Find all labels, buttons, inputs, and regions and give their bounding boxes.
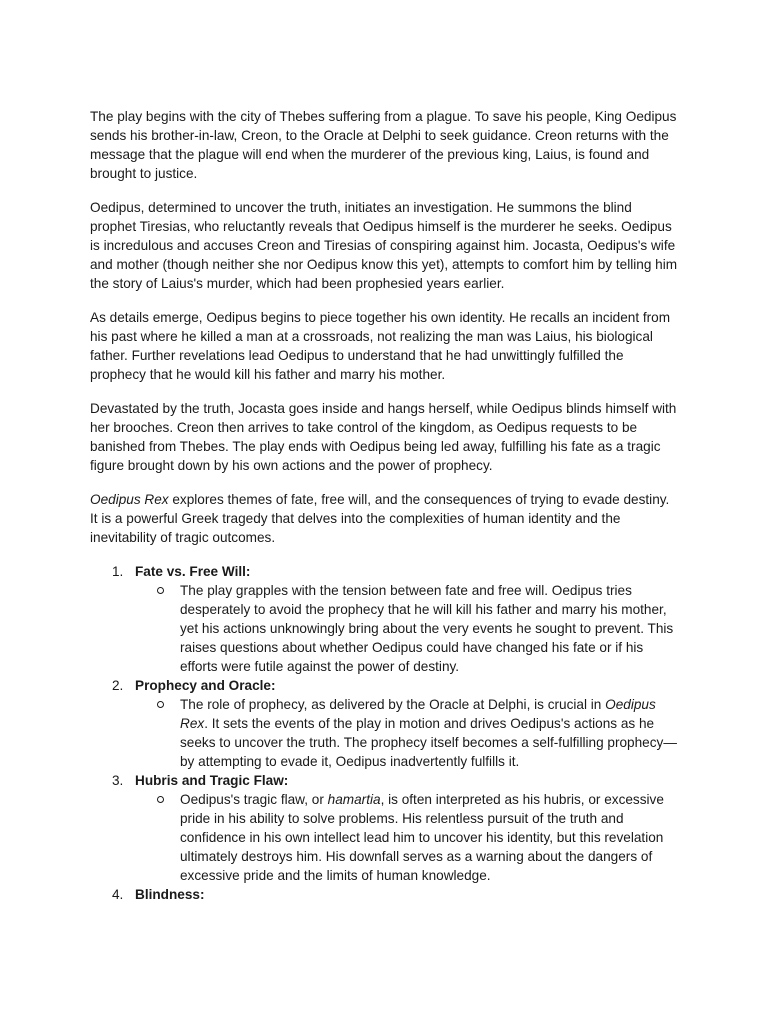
theme-detail-text: The play grapples with the tension between fate and free will. Oedipus tries desperately to avoid the prophecy that he will kill his father and marry his mother, yet his actions unknowingly bring about the very events he sought to prevent. This raises questions about whether Oedipus could have changed his fate or if his efforts were futile against the power of destiny. bbox=[180, 583, 674, 674]
summary-title-italic: Oedipus Rex bbox=[90, 492, 169, 507]
theme-item-blindness bbox=[90, 885, 678, 904]
theme-title: Hubris and Tragic Flaw: bbox=[135, 773, 289, 788]
theme-item-prophecy bbox=[90, 676, 678, 771]
theme-detail-italic: Oedipus Rex bbox=[180, 697, 656, 731]
theme-number: 2. bbox=[112, 678, 124, 693]
theme-item-hubris bbox=[90, 771, 678, 885]
theme-detail bbox=[135, 581, 678, 676]
theme-detail-text: The role of prophecy, as delivered by the Oracle at Delphi, is crucial in bbox=[180, 697, 606, 712]
theme-detail-italic: hamartia bbox=[327, 792, 381, 807]
theme-number: 1. bbox=[112, 564, 124, 579]
theme-item-fate bbox=[90, 562, 678, 676]
theme-title: Blindness: bbox=[135, 887, 205, 902]
hollow-bullet-icon bbox=[157, 587, 164, 594]
theme-details bbox=[135, 581, 678, 676]
theme-number: 3. bbox=[112, 773, 124, 788]
theme-details bbox=[135, 790, 678, 885]
hollow-bullet-icon bbox=[157, 796, 164, 803]
theme-title: Fate vs. Free Will: bbox=[135, 564, 251, 579]
hollow-bullet-icon bbox=[157, 701, 164, 708]
theme-details bbox=[135, 695, 678, 771]
theme-number: 4. bbox=[112, 887, 124, 902]
summary-text: explores themes of fate, free will, and the consequences of trying to evade destiny. It is a powerful Greek tragedy that delves into the complexities of human identity and the inevitability of tragic outcomes. bbox=[90, 492, 670, 545]
theme-title: Prophecy and Oracle: bbox=[135, 678, 276, 693]
theme-detail bbox=[135, 695, 678, 771]
theme-detail-text-cont: . It sets the events of the play in motion and drives Oedipus's actions as he seeks to uncover the truth. The prophecy itself becomes a self-fulfilling prophecy—by attempting to evade it, Oedipus inadvertently fulfills it. bbox=[180, 716, 677, 769]
themes-list bbox=[90, 562, 678, 904]
summary-paragraph bbox=[90, 490, 678, 547]
plot-paragraph-2: Oedipus, determined to uncover the truth, initiates an investigation. He summons the blind prophet Tiresias, who reluctantly reveals that Oedipus himself is the murderer he seeks. Oedipus is incredulous and accuses Creon and Tiresias of conspiring against him. Jocasta, Oedipus's wife and mother (though neither she nor Oedipus know this yet), attempts to comfort him by telling him the story of Laius's murder, which had been prophesied years earlier. bbox=[90, 200, 678, 291]
plot-paragraph-4: Devastated by the truth, Jocasta goes inside and hangs herself, while Oedipus blinds himself with her brooches. Creon then arrives to take control of the kingdom, as Oedipus requests to be banished from Thebes. The play ends with Oedipus being led away, fulfilling his fate as a tragic figure brought down by his own actions and the power of prophecy. bbox=[90, 401, 677, 473]
plot-paragraph-3: As details emerge, Oedipus begins to piece together his own identity. He recalls an incident from his past where he killed a man at a crossroads, not realizing the man was Laius, his biological father. Further revelations lead Oedipus to understand that he had unwittingly fulfilled the prophecy that he would kill his father and marry his mother. bbox=[90, 310, 671, 382]
theme-detail-text-cont: , is often interpreted as his hubris, or excessive pride in his ability to solve problems. His relentless pursuit of the truth and confidence in his own intellect lead him to uncover his identity, but this revelation ultimately destroys him. His downfall serves as a warning about the dangers of excessive pride and the limits of human knowledge. bbox=[180, 792, 664, 883]
theme-detail bbox=[135, 790, 678, 885]
plot-paragraph-1: The play begins with the city of Thebes suffering from a plague. To save his people, King Oedipus sends his brother-in-law, Creon, to the Oracle at Delphi to seek guidance. Creon returns with the message that the plague will end when the murderer of the previous king, Laius, is found and brought to justice. bbox=[90, 109, 677, 181]
theme-detail-text: Oedipus's tragic flaw, or bbox=[180, 792, 328, 807]
